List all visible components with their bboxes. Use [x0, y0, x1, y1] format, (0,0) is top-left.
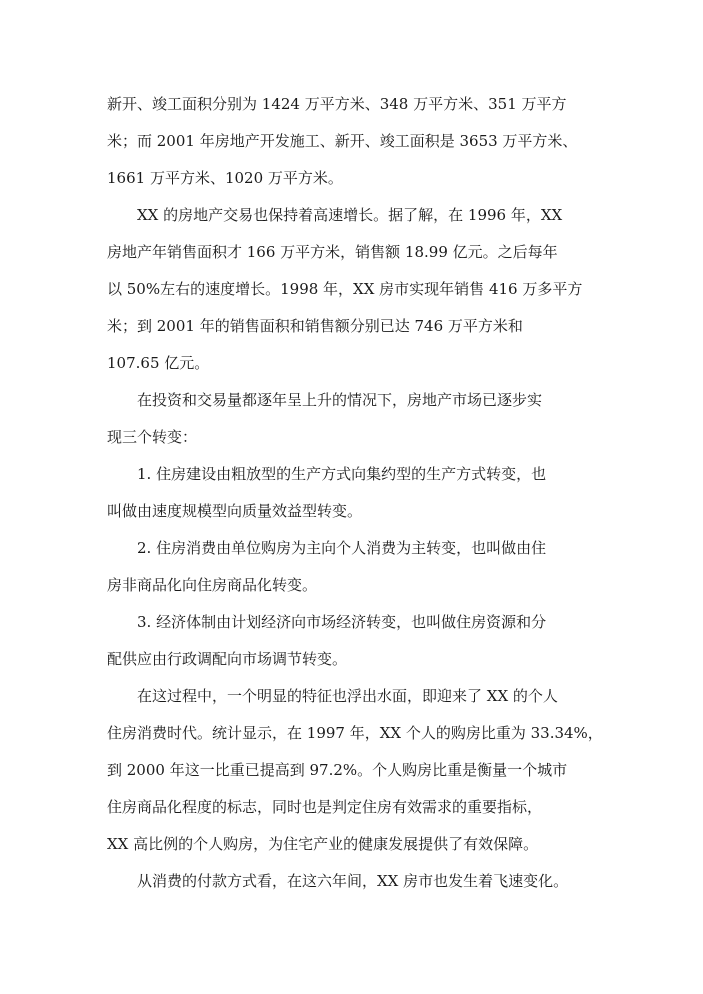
text-line: 叫做由速度规模型向质量效益型转变。: [107, 502, 363, 520]
text-line: 房地产年销售面积才 166 万平方米，销售额 18.99 亿元。之后每年: [107, 243, 558, 261]
list-item-1: 1. 住房建设由粗放型的生产方式向集约型的生产方式转变，也: [137, 465, 547, 483]
text-line: 到 2000 年这一比重已提高到 97.2%。个人购房比重是衡量一个城市: [107, 761, 568, 779]
list-item-3: 3. 经济体制由计划经济向市场经济转变，也叫做住房资源和分: [137, 613, 547, 631]
text-line: 107.65 亿元。: [107, 354, 210, 372]
text-line: 房非商品化向住房商品化转变。: [107, 576, 318, 594]
text-line: 米；而 2001 年房地产开发施工、新开、竣工面积是 3653 万平方米、: [107, 132, 578, 150]
text-line: 在这过程中，一个明显的特征也浮出水面，即迎来了 XX 的个人: [137, 687, 558, 705]
text-line: 住房商品化程度的标志，同时也是判定住房有效需求的重要指标，: [107, 798, 543, 816]
text-line: 米；到 2001 年的销售面积和销售额分别已达 746 万平方米和: [107, 317, 523, 335]
text-line: 以 50%左右的速度增长。1998 年，XX 房市实现年销售 416 万多平方: [107, 280, 583, 298]
list-item-2: 2. 住房消费由单位购房为主向个人消费为主转变，也叫做由住: [137, 539, 547, 557]
text-line: XX 的房地产交易也保持着高速增长。据了解，在 1996 年，XX: [137, 206, 563, 224]
text-line: 在投资和交易量都逐年呈上升的情况下，房地产市场已逐步实: [137, 391, 543, 409]
text-line: 住房消费时代。统计显示，在 1997 年，XX 个人的购房比重为 33.34%，: [107, 724, 603, 742]
text-line: 1661 万平方米、1020 万平方米。: [107, 169, 343, 187]
text-line: 新开、竣工面积分别为 1424 万平方米、348 万平方米、351 万平方: [107, 95, 567, 113]
text-line: 从消费的付款方式看，在这六年间，XX 房市也发生着飞速变化。: [137, 872, 569, 890]
text-line: 配供应由行政调配向市场调节转变。: [107, 650, 348, 668]
text-line: XX 高比例的个人购房，为住宅产业的健康发展提供了有效保障。: [107, 835, 539, 853]
text-line: 现三个转变：: [107, 428, 198, 446]
